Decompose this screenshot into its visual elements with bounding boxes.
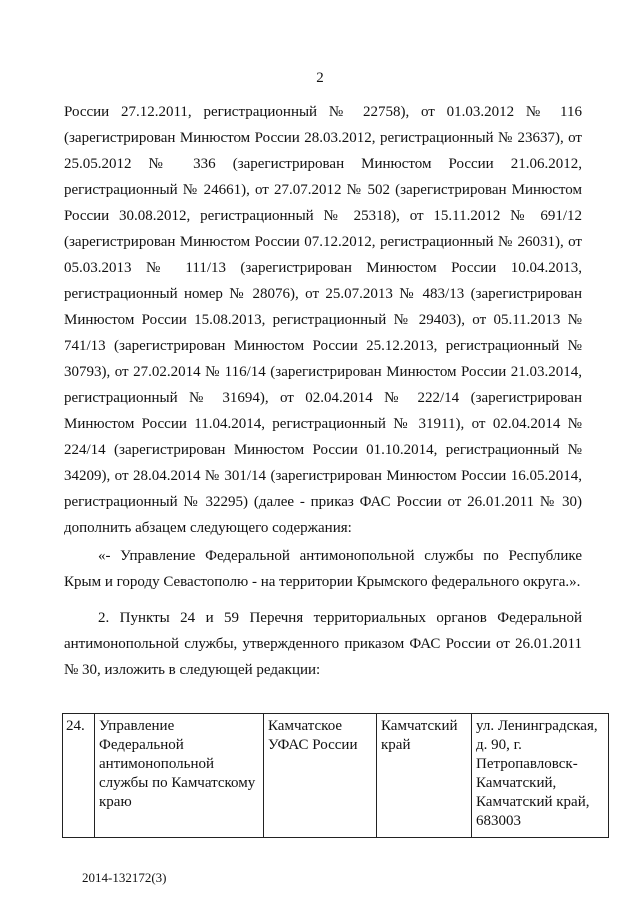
cell-line: Камчатский край, — [476, 794, 590, 810]
paragraph-quoted-addition: «- Управление Федеральной антимонопольной службы по Республике Крым и городу Севастополю - на территории Крымского федерального округа.». — [64, 548, 582, 590]
document-code: 2014-132172(3) — [82, 870, 167, 885]
territorial-bodies-table — [62, 713, 609, 838]
cell-line: Камчатское — [268, 718, 343, 734]
cell-line: д. 90, г. — [476, 737, 522, 753]
table-row — [63, 714, 609, 838]
cell-line: Петропавловск- — [476, 756, 578, 772]
cell-line: край — [381, 737, 411, 753]
cell-line: краю — [99, 794, 132, 810]
cell-line: УФАС России — [268, 737, 358, 753]
cell-line: Камчатский — [381, 718, 458, 734]
cell-line: службы по Камчатскому — [99, 775, 256, 791]
cell-short-name — [264, 714, 377, 838]
paragraph-item-2: 2. Пункты 24 и 59 Перечня территориальных органов Федеральной антимонопольной службы, утвержденного приказом ФАС России от 26.01.2011 № 30, изложить в следующей редакции: — [64, 610, 582, 678]
cell-line: Федеральной — [99, 737, 184, 753]
document-body — [64, 99, 582, 683]
cell-line: ул. Ленинградская, — [476, 718, 598, 734]
cell-number: 24. — [63, 714, 95, 838]
cell-line: Камчатский, — [476, 775, 557, 791]
cell-address — [472, 714, 609, 838]
cell-line: 683003 — [476, 813, 521, 829]
cell-body-name — [95, 714, 264, 838]
cell-region — [377, 714, 472, 838]
cell-line: антимонопольной — [99, 756, 214, 772]
cell-line: Управление — [99, 718, 175, 734]
paragraph-amendments-list: России 27.12.2011, регистрационный № 22758), от 01.03.2012 № 116 (зарегистрирован Минюстом России 28.03.2012, регистрационный № 23637), от 25.05.2012 № 336 (зарегистрирован Минюстом России 21.06.2012, регистрационный № 24661), от 27.07.2012 № 502 (зарегистрирован Минюстом России 30.08.2012, регистрационный № 25318), от 15.11.2012 № 691/12 (зарегистрирован Минюстом России 07.12.2012, регистрационный № 26031), от 05.03.2013 № 111/13 (зарегистрирован Минюстом России 10.04.2013, регистрационный номер № 28076), от 25.07.2013 № 483/13 (зарегистрирован Минюстом России 15.08.2013, регистрационный № 29403), от 05.11.2013 № 741/13 (зарегистрирован Минюстом России 25.12.2013, регистрационный № 30793), от 27.02.2014 № 116/14 (зарегистрирован Минюстом России 21.03.2014, регистрационный № 31694), от 02.04.2014 № 222/14 (зарегистрирован Минюстом России 11.04.2014, регистрационный № 31911), от 02.04.2014 № 224/14 (зарегистрирован Минюстом России 01.10.2014, регистрационный № 34209), от 28.04.2014 № 301/14 (зарегистрирован Минюстом России 16.05.2014, регистрационный № 32295) (далее - приказ ФАС России от 26.01.2011 № 30) дополнить абзацем следующего содержания: — [64, 104, 582, 536]
page-number: 2 — [316, 70, 324, 86]
